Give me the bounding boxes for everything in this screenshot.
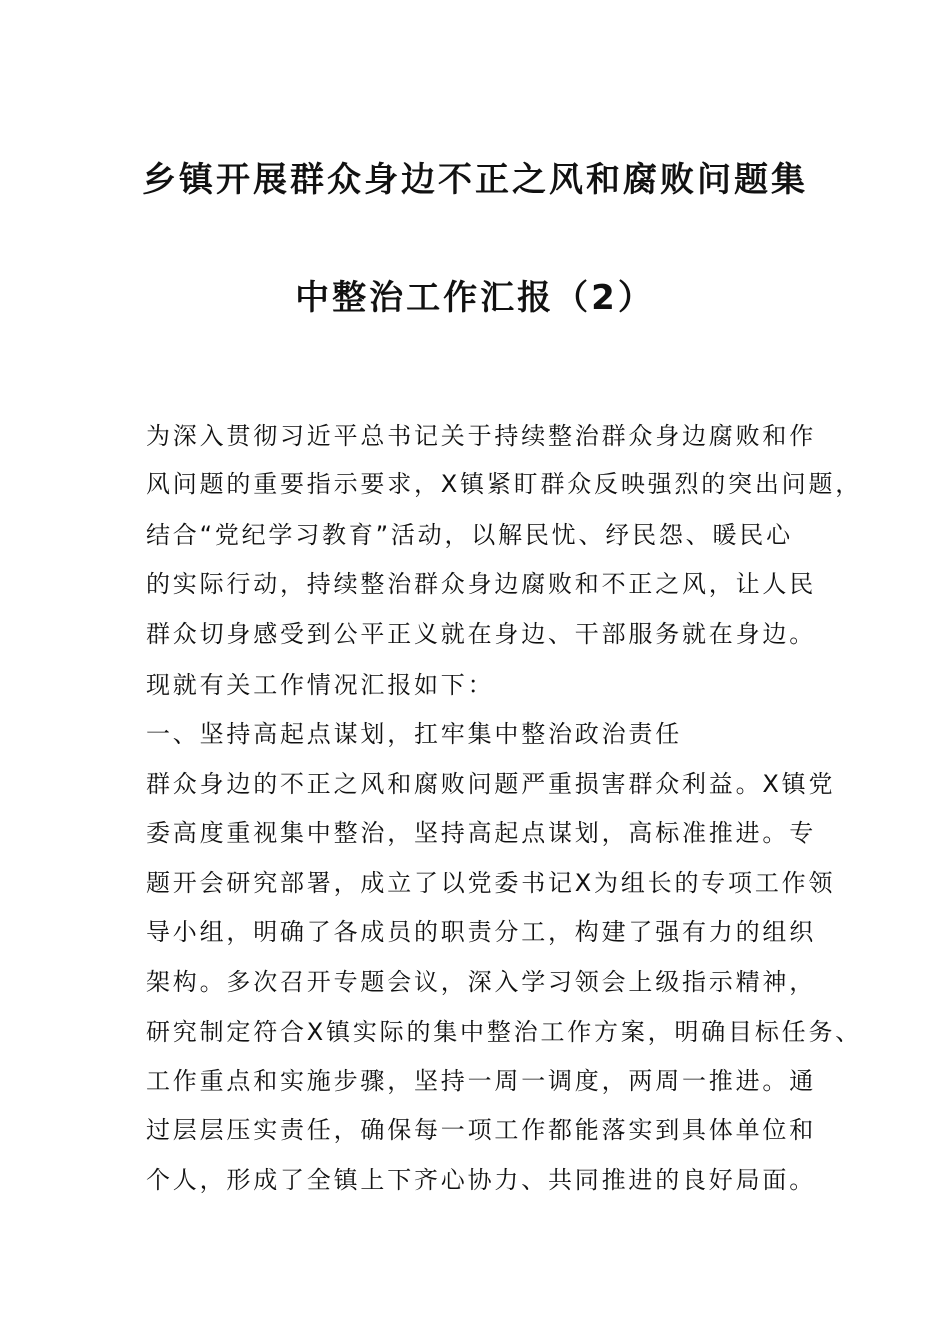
paragraph-line: 风问题的重要指示要求，X镇紧盯群众反映强烈的突出问题， [146,470,863,498]
section-heading: 一、坚持高起点谋划，扛牢集中整治政治责任 [146,720,682,748]
paragraph-line: 委高度重视集中整治，坚持高起点谋划，高标准推进。专 [146,819,816,847]
paragraph-line: 个人，形成了全镇上下齐心协力、共同推进的良好局面。 [146,1166,816,1194]
paragraph-line: 现就有关工作情况汇报如下： [146,671,495,699]
paragraph-line: 群众身边的不正之风和腐败问题严重损害群众利益。X镇党 [146,770,836,798]
paragraph-line: 群众切身感受到公平正义就在身边、干部服务就在身边。 [146,620,816,648]
paragraph-line: 题开会研究部署，成立了以党委书记X为组长的专项工作领 [146,869,836,897]
paragraph-line: 为深入贯彻习近平总书记关于持续整治群众身边腐败和作 [146,422,816,450]
paragraph-line: 结合“党纪学习教育”活动，以解民忧、纾民怨、暖民心 [146,521,793,549]
paragraph-line: 研究制定符合X镇实际的集中整治工作方案，明确目标任务、 [146,1018,863,1046]
paragraph-line: 过层层压实责任，确保每一项工作都能落实到具体单位和 [146,1116,816,1144]
document-title-line-2: 中整治工作汇报（2） [295,278,655,318]
document-title-line-1: 乡镇开展群众身边不正之风和腐败问题集 [142,160,808,200]
paragraph-line: 的实际行动，持续整治群众身边腐败和不正之风，让人民 [146,570,816,598]
paragraph-line: 架构。多次召开专题会议，深入学习领会上级指示精神， [146,968,816,996]
paragraph-line: 导小组，明确了各成员的职责分工，构建了强有力的组织 [146,918,816,946]
paragraph-line: 工作重点和实施步骤，坚持一周一调度，两周一推进。通 [146,1067,816,1095]
